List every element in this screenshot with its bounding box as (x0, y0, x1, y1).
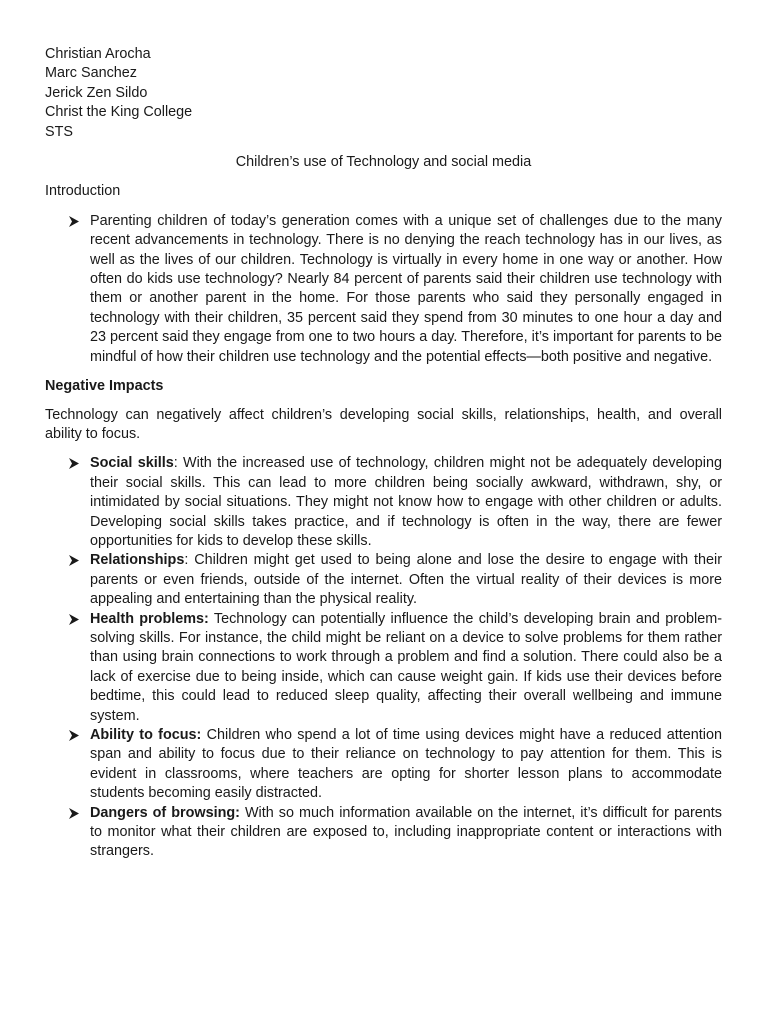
list-item (45, 454, 722, 551)
author-name: Christian Arocha (45, 46, 151, 62)
arrow-bullet-icon (69, 614, 79, 625)
negative-impacts-list (45, 454, 722, 862)
impact-description: Children who spend a lot of time using devices might have a reduced attention span and ability to focus due to their reliance on technology to pay attention for them. This is evident in classrooms, where teachers are opting for shorter lesson plans to accommodate students becoming easily distracted. (90, 727, 722, 802)
list-item (45, 610, 722, 726)
impact-description: Technology can potentially influence the child’s developing brain and problem-solving skills. For instance, the child might be reliant on a device to solve problems for them rather than using brain connections to work through a problem and find a solution. There could also be a lack of exercise due to being inside, which can cause weight gain. If kids use their devices before bedtime, this could lead to reduced sleep quality, affecting their overall wellbeing and immune system. (90, 610, 722, 724)
course-name: STS (45, 123, 73, 140)
impact-term: Social skills (90, 455, 174, 472)
introduction-heading: Introduction (45, 183, 121, 200)
arrow-bullet-icon (69, 458, 79, 469)
document-body (45, 45, 722, 862)
impact-description: With so much information available on the internet, it’s difficult for parents to monitor what their children are exposed to, including inappropriate content or interactions with strangers. (90, 804, 722, 860)
list-item (45, 726, 722, 804)
introduction-list (45, 212, 722, 367)
list-item (45, 551, 722, 609)
header-block (45, 45, 722, 142)
institution-name: Christ the King College (45, 104, 193, 121)
negative-impacts-heading: Negative Impacts (45, 378, 164, 395)
list-item (45, 212, 722, 367)
arrow-bullet-icon (69, 216, 79, 227)
introduction-paragraph: Parenting children of today’s generation comes with a unique set of challenges due to the many recent advancements in technology. There is no denying the reach technology has in our lives, as well as the lives of our children. Technology is virtually in every home in one way or another. How often do kids use technology? Nearly 84 percent of parents said their children use technology with them or another parent in the home. For those parents who said they personally engaged in technology with their children, 35 percent said they spend from 30 minutes to one hour a day and 23 percent said they engage from one to two hours a day. Therefore, it’s important for parents to be mindful of how their children use technology and the potential effects—both positive and negative. (90, 212, 722, 365)
impact-description: : With the increased use of technology, children might not be adequately developing their social skills. This can lead to more children being socially awkward, withdrawn, shy, or intimidated by social situations. They might not know how to engage with other children or adults. Developing social skills takes practice, and if technology is often in the way, there are fewer opportunities for kids to develop these skills. (90, 455, 722, 549)
impact-term: Ability to focus: (90, 727, 202, 743)
impact-description: : Children might get used to being alone and lose the desire to engage with their parents or even friends, outside of the internet. Often the virtual reality of their devices is more appealing and entertaining than the physical reality. (90, 552, 722, 608)
impact-term: Relationships (90, 552, 185, 569)
arrow-bullet-icon (69, 555, 79, 566)
list-item (45, 804, 722, 862)
negative-impacts-intro: Technology can negatively affect children’s developing social skills, relationships, health, and overall ability to focus. (45, 406, 722, 442)
impact-term: Dangers of browsing: (90, 804, 240, 821)
arrow-bullet-icon (69, 808, 79, 819)
arrow-bullet-icon (69, 730, 79, 741)
author-name: Jerick Zen Sildo (45, 84, 148, 101)
author-name: Marc Sanchez (45, 65, 137, 82)
impact-term: Health problems: (90, 610, 209, 627)
document-title: Children’s use of Technology and social media (235, 154, 532, 171)
